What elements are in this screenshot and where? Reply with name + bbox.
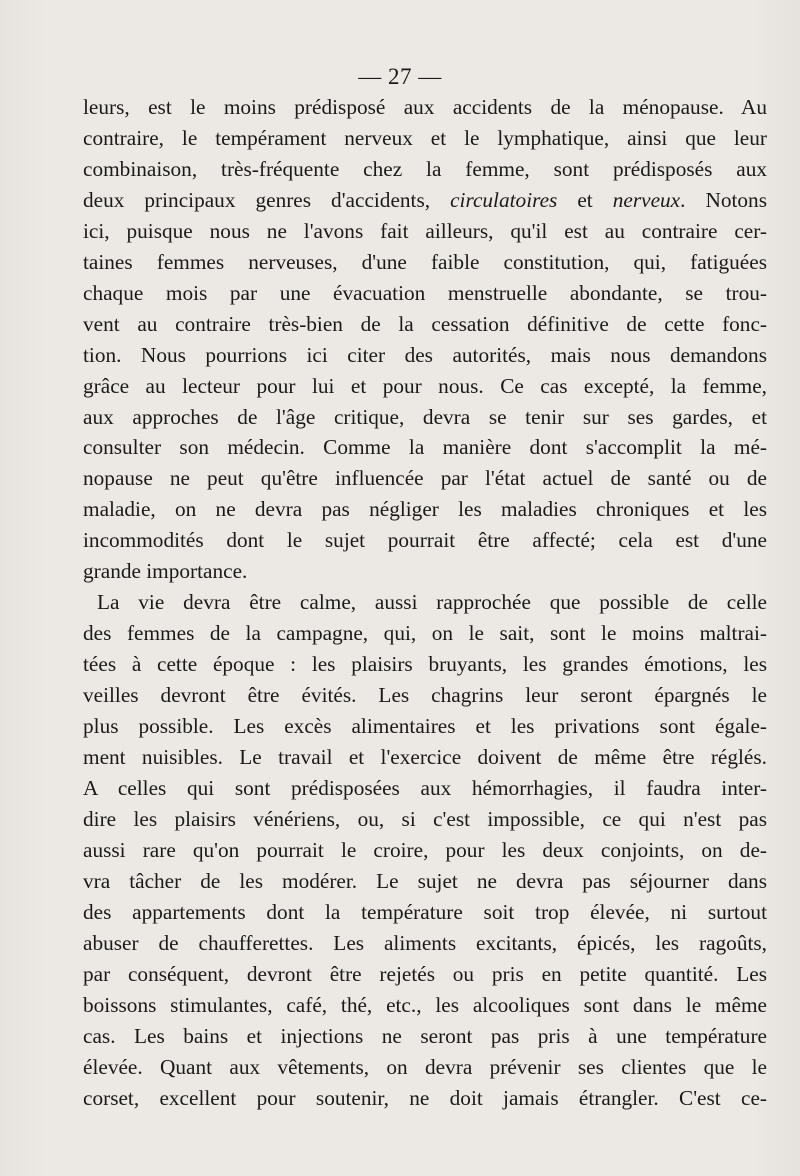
text-line: aussi rare qu'on pourrait le croire, pour les deux conjoints, on de-	[83, 837, 767, 862]
text-line: vra tâcher de les modérer. Le sujet ne devra pas séjourner dans	[83, 868, 767, 893]
text-line: par conséquent, devront être rejetés ou pris en petite quantité. Les	[83, 961, 767, 986]
text-line	[83, 185, 767, 216]
text-segment: . Notons	[680, 187, 767, 212]
text-line: boissons stimulantes, café, thé, etc., les alcooliques sont dans le même	[83, 992, 767, 1017]
italic-term-circulatoires: circulatoires	[450, 187, 558, 212]
text-line: plus possible. Les excès alimentaires et les privations sont égale-	[83, 714, 767, 739]
text-line: dire les plaisirs vénériens, ou, si c'est impossible, ce qui n'est pas	[83, 806, 767, 831]
text-line: corset, excellent pour soutenir, ne doit jamais étrangler. C'est ce-	[83, 1085, 767, 1110]
body-text	[83, 92, 767, 1113]
text-line: abuser de chaufferettes. Les aliments excitants, épicés, les ragoûts,	[83, 930, 767, 955]
text-segment: deux principaux genres d'accidents,	[83, 187, 451, 212]
text-line: combinaison, très-fréquente chez la femme, sont prédisposés aux	[83, 156, 767, 181]
text-line: chaque mois par une évacuation menstruelle abondante, se trou-	[83, 280, 767, 305]
text-line: élevée. Quant aux vêtements, on devra prévenir ses clientes que le	[83, 1054, 767, 1079]
text-line: aux approches de l'âge critique, devra se tenir sur ses gardes, et	[83, 404, 767, 429]
text-line: contraire, le tempérament nerveux et le lymphatique, ainsi que leur	[83, 125, 767, 150]
text-line: vent au contraire très-bien de la cessation définitive de cette fonc-	[83, 311, 767, 336]
text-line: ment nuisibles. Le travail et l'exercice doivent de même être réglés.	[83, 745, 767, 770]
text-line: des femmes de la campagne, qui, on le sait, sont le moins maltrai-	[83, 621, 767, 646]
page-number: — 27 —	[358, 64, 442, 89]
text-line: taines femmes nerveuses, d'une faible constitution, qui, fatiguées	[83, 249, 767, 274]
text-line: consulter son médecin. Comme la manière dont s'accomplit la mé-	[83, 435, 767, 460]
text-segment: et	[557, 187, 613, 212]
text-line: incommodités dont le sujet pourrait être affecté; cela est d'une	[83, 528, 767, 553]
paragraph-start-line: La vie devra être calme, aussi rapprochée que possible de celle	[97, 590, 767, 615]
text-line: maladie, on ne devra pas négliger les maladies chroniques et les	[83, 497, 767, 522]
text-line: veilles devront être évités. Les chagrins leur seront épargnés le	[83, 683, 767, 708]
text-line: ici, puisque nous ne l'avons fait ailleurs, qu'il est au contraire cer-	[83, 218, 767, 243]
text-line: grâce au lecteur pour lui et pour nous. Ce cas excepté, la femme,	[83, 373, 767, 398]
text-line: tées à cette époque : les plaisirs bruyants, les grandes émotions, les	[83, 652, 767, 677]
text-line: A celles qui sont prédisposées aux hémorrhagies, il faudra inter-	[83, 775, 767, 800]
italic-term-nerveux: nerveux	[612, 187, 681, 212]
text-line: tion. Nous pourrions ici citer des autorités, mais nous demandons	[83, 342, 767, 367]
paragraph-end-line: grande importance.	[83, 559, 248, 584]
text-line: cas. Les bains et injections ne seront pas pris à une température	[83, 1023, 767, 1048]
text-line: nopause ne peut qu'être influencée par l'état actuel de santé ou de	[83, 466, 767, 491]
text-line: leurs, est le moins prédisposé aux accidents de la ménopause. Au	[83, 95, 767, 119]
text-line: des appartements dont la température soit trop élevée, ni surtout	[83, 899, 767, 924]
